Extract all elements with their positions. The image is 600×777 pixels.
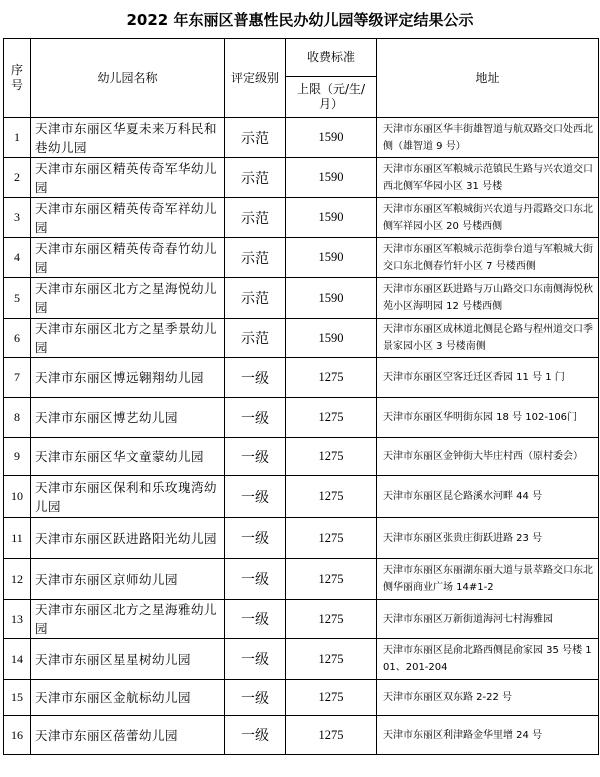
table-row (4, 158, 599, 198)
kindergarten-name: 天津市东丽区华夏未来万科民和巷幼儿园 (31, 118, 225, 158)
row-number: 16 (4, 716, 31, 755)
rating-level: 一级 (225, 639, 286, 680)
row-number: 2 (4, 158, 31, 198)
kindergarten-name: 天津市东丽区精英传奇春竹幼儿园 (31, 238, 225, 278)
kindergarten-name: 天津市东丽区京师幼儿园 (31, 559, 225, 600)
kindergarten-name: 天津市东丽区星星树幼儿园 (31, 639, 225, 680)
kindergarten-address: 天津市东丽区军粮城街兴农道与丹霞路交口东北侧军祥园小区 20 号楼西侧 (377, 198, 599, 238)
fee-limit: 1590 (286, 278, 377, 319)
rating-level: 示范 (225, 319, 286, 358)
rating-level: 一级 (225, 680, 286, 716)
fee-limit: 1275 (286, 518, 377, 559)
kindergarten-address: 天津市东丽区双东路 2-22 号 (377, 680, 599, 716)
fee-limit: 1275 (286, 600, 377, 639)
kindergarten-name: 天津市东丽区北方之星海悦幼儿园 (31, 278, 225, 319)
fee-limit: 1275 (286, 716, 377, 755)
rating-level: 示范 (225, 238, 286, 278)
kindergarten-name: 天津市东丽区保利和乐玫瑰湾幼儿园 (31, 476, 225, 518)
rating-level: 一级 (225, 716, 286, 755)
kindergarten-address: 天津市东丽区跃进路与万山路交口东南侧海悦秋苑小区海明园 12 号楼西侧 (377, 278, 599, 319)
kindergarten-address: 天津市东丽区军粮城示范镇民生路与兴农道交口西北侧军华园小区 31 号楼 (377, 158, 599, 198)
kindergarten-address: 天津市东丽区张贵庄街跃进路 23 号 (377, 518, 599, 559)
row-number: 14 (4, 639, 31, 680)
fee-limit: 1590 (286, 238, 377, 278)
kindergarten-address: 天津市东丽区空客迁迁区香园 11 号 1 门 (377, 358, 599, 398)
row-number: 7 (4, 358, 31, 398)
table-row (4, 639, 599, 680)
document-title: 2022 年东丽区普惠性民办幼儿园等级评定结果公示 (126, 10, 474, 29)
kindergarten-name: 天津市东丽区精英传奇军祥幼儿园 (31, 198, 225, 238)
kindergarten-name: 天津市东丽区华文童蒙幼儿园 (31, 438, 225, 476)
row-number: 6 (4, 319, 31, 358)
table-row (4, 398, 599, 438)
kindergarten-address: 天津市东丽区昆仑路溪水河畔 44 号 (377, 476, 599, 518)
header-name: 幼儿园名称 (31, 39, 225, 118)
row-number: 3 (4, 198, 31, 238)
rating-level: 一级 (225, 438, 286, 476)
table-row (4, 319, 599, 358)
table-row (4, 278, 599, 319)
fee-limit: 1590 (286, 118, 377, 158)
header-fee-group: 收费标准 (286, 39, 377, 77)
rating-level: 一级 (225, 518, 286, 559)
kindergarten-name: 天津市东丽区精英传奇军华幼儿园 (31, 158, 225, 198)
table-row (4, 358, 599, 398)
kindergarten-address: 天津市东丽区金钟街大毕庄村西（原村委会） (377, 438, 599, 476)
rating-level: 示范 (225, 158, 286, 198)
kindergarten-name: 天津市东丽区北方之星季景幼儿园 (31, 319, 225, 358)
kindergarten-name: 天津市东丽区博远翱翔幼儿园 (31, 358, 225, 398)
kindergarten-name: 天津市东丽区蓓蕾幼儿园 (31, 716, 225, 755)
kindergarten-name: 天津市东丽区跃进路阳光幼儿园 (31, 518, 225, 559)
kindergarten-address: 天津市东丽区昆俞北路西侧昆俞家园 35 号楼 101、201-204 (377, 639, 599, 680)
header-level: 评定级别 (225, 39, 286, 118)
fee-limit: 1275 (286, 358, 377, 398)
row-number: 11 (4, 518, 31, 559)
table-row (4, 600, 599, 639)
kindergarten-name: 天津市东丽区金航标幼儿园 (31, 680, 225, 716)
header-row-top (4, 39, 599, 77)
header-address: 地址 (377, 39, 599, 118)
fee-limit: 1275 (286, 476, 377, 518)
kindergarten-address: 天津市东丽区军粮城示范街拳台道与军粮城大街交口东北侧春竹轩小区 7 号楼西侧 (377, 238, 599, 278)
row-number: 4 (4, 238, 31, 278)
fee-limit: 1275 (286, 559, 377, 600)
rating-level: 一级 (225, 559, 286, 600)
kindergarten-table (3, 38, 599, 755)
rating-level: 示范 (225, 118, 286, 158)
table-row (4, 198, 599, 238)
table-row (4, 118, 599, 158)
fee-limit: 1590 (286, 198, 377, 238)
table-row (4, 238, 599, 278)
rating-level: 一级 (225, 600, 286, 639)
row-number: 1 (4, 118, 31, 158)
table-row (4, 680, 599, 716)
fee-limit: 1590 (286, 319, 377, 358)
row-number: 13 (4, 600, 31, 639)
rating-level: 一级 (225, 398, 286, 438)
rating-level: 示范 (225, 278, 286, 319)
fee-limit: 1275 (286, 680, 377, 716)
table-row (4, 476, 599, 518)
kindergarten-address: 天津市东丽区华丰街雄智道与航双路交口处西北侧（雄智道 9 号） (377, 118, 599, 158)
table-body (4, 118, 599, 755)
kindergarten-address: 天津市东丽区东丽湖东丽大道与景萃路交口东北侧华丽商业广场 14#1-2 (377, 559, 599, 600)
rating-level: 示范 (225, 198, 286, 238)
header-fee-sub: 上限（元/生/月） (286, 77, 377, 118)
row-number: 15 (4, 680, 31, 716)
table-row (4, 518, 599, 559)
kindergarten-address: 天津市东丽区成林道北侧昆仑路与程州道交口季景家园小区 3 号楼南侧 (377, 319, 599, 358)
table-row (4, 559, 599, 600)
kindergarten-name: 天津市东丽区北方之星海雅幼儿园 (31, 600, 225, 639)
row-number: 8 (4, 398, 31, 438)
kindergarten-address: 天津市东丽区万新街道海河七村海雅园 (377, 600, 599, 639)
kindergarten-address: 天津市东丽区利津路金华里增 24 号 (377, 716, 599, 755)
table-row (4, 716, 599, 755)
fee-limit: 1275 (286, 639, 377, 680)
rating-level: 一级 (225, 358, 286, 398)
fee-limit: 1275 (286, 438, 377, 476)
kindergarten-address: 天津市东丽区华明街东园 18 号 102-106门 (377, 398, 599, 438)
row-number: 9 (4, 438, 31, 476)
kindergarten-name: 天津市东丽区博艺幼儿园 (31, 398, 225, 438)
row-number: 12 (4, 559, 31, 600)
rating-level: 一级 (225, 476, 286, 518)
table-row (4, 438, 599, 476)
row-number: 5 (4, 278, 31, 319)
row-number: 10 (4, 476, 31, 518)
fee-limit: 1275 (286, 398, 377, 438)
fee-limit: 1590 (286, 158, 377, 198)
header-no: 序号 (4, 39, 31, 118)
